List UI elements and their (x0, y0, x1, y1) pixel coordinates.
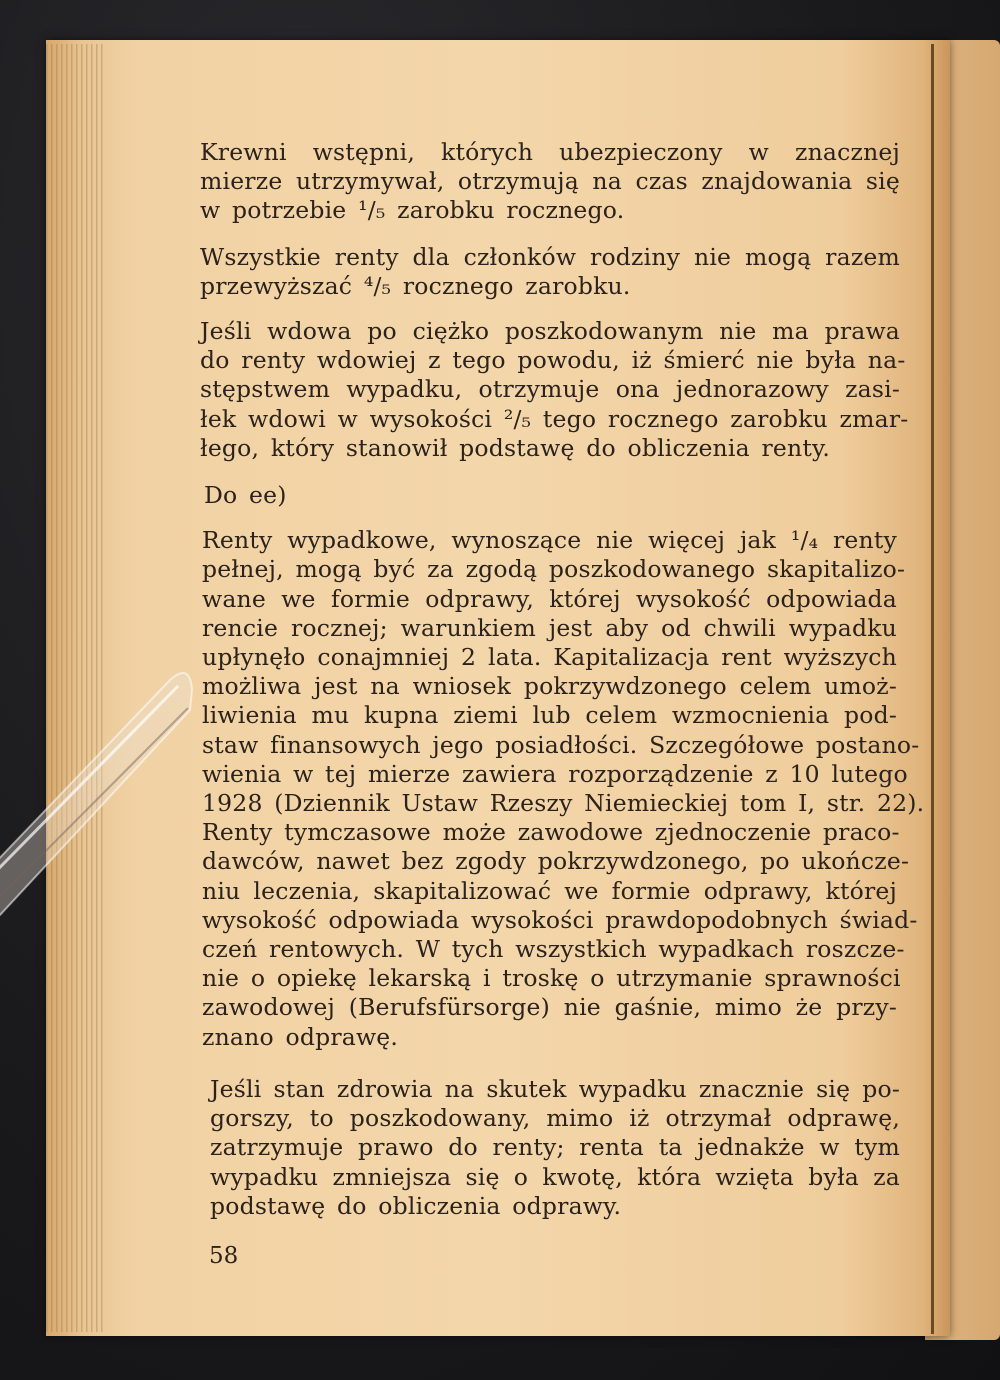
text-line: do renty wdowiej z tego powodu, iż śmierć nie była na- (200, 346, 906, 375)
paragraph-health-worsens (210, 1075, 900, 1221)
text-line: łek wdowi w wysokości ²/₅ tego rocznego zarobku zmar- (200, 404, 909, 433)
text-line: nie o opiekę lekarską i troskę o utrzymanie sprawności (202, 964, 901, 993)
text-line: stępstwem wypadku, otrzymuje ona jednorazowy zasi- (200, 375, 900, 404)
text-line: staw finansowych jego posiadłości. Szczegółowe postano- (202, 730, 920, 759)
paragraph-capitalization (202, 526, 925, 1052)
text-line: dawców, nawet bez zgody pokrzywdzonego, po ukończe- (202, 847, 910, 876)
text-line: w potrzebie ¹/₅ zarobku rocznego. (200, 196, 625, 225)
text-line: zawodowej (Berufsfürsorge) nie gaśnie, mimo że przy- (202, 993, 897, 1022)
page-stack-edge (46, 44, 104, 1332)
text-line: wysokość odpowiada wysokości prawdopodobnych świad- (202, 905, 918, 934)
text-line: mierze utrzymywał, otrzymują na czas znajdowania się (200, 167, 900, 196)
paragraph-relatives (200, 138, 900, 226)
paragraph-family-pensions-limit (200, 243, 900, 301)
text-line: liwienia mu kupna ziemi lub celem wzmocnienia pod- (202, 701, 897, 730)
text-line: 1928 (Dziennik Ustaw Rzeszy Niemieckiej tom I, str. 22). (202, 789, 925, 818)
text-line: Jeśli wdowa po ciężko poszkodowanym nie ma prawa (200, 317, 900, 346)
text-line: niu leczenia, skapitalizować we formie odprawy, której (202, 876, 897, 905)
text-line: Renty tymczasowe może zawodowe zjednoczenie praco- (202, 818, 900, 847)
text-line: czeń rentowych. W tych wszystkich wypadkach roszcze- (202, 935, 905, 964)
text-line: Krewni wstępni, których ubezpieczony w znacznej (200, 138, 900, 166)
text-line: podstawę do obliczenia odprawy. (210, 1191, 622, 1220)
text-line: możliwa jest na wniosek pokrzywdzonego celem umoż- (202, 672, 897, 701)
text-line: Do ee) (204, 481, 287, 510)
text-line: wane we formie odprawy, której wysokość odpowiada (202, 584, 897, 613)
section-heading (204, 481, 900, 510)
paragraph-widow-allowance (200, 317, 909, 463)
text-line: przewyższać ⁴/₅ rocznego zarobku. (200, 271, 631, 300)
text-line: wypadku zmniejsza się o kwotę, która wzięta była za (210, 1162, 900, 1191)
text-line: łego, który stanowił podstawę do obliczenia renty. (200, 433, 831, 462)
text-line: upłynęło conajmniej 2 lata. Kapitalizacja rent wyższych (202, 643, 897, 672)
text-line: gorszy, to poszkodowany, mimo iż otrzymał odprawę, (210, 1104, 900, 1133)
page-text (200, 138, 925, 1221)
text-line: pełnej, mogą być za zgodą poszkodowanego skapitalizo- (202, 555, 906, 584)
text-line: rencie rocznej; warunkiem jest aby od chwili wypadku (202, 613, 897, 642)
text-line: Wszystkie renty dla członków rodziny nie mogą razem (200, 242, 900, 271)
page-number: 58 (209, 1243, 239, 1269)
text-line: zatrzymuje prawo do renty; renta ta jednakże w tym (210, 1133, 900, 1162)
text-line: Jeśli stan zdrowia na skutek wypadku znacznie się po- (210, 1074, 900, 1103)
text-line: Renty wypadkowe, wynoszące nie więcej jak ¹/₄ renty (202, 526, 897, 555)
text-line: wienia w tej mierze zawiera rozporządzenie z 10 lutego (202, 759, 908, 788)
book-gutter (931, 44, 934, 1334)
text-line: znano odprawę. (202, 1022, 399, 1051)
